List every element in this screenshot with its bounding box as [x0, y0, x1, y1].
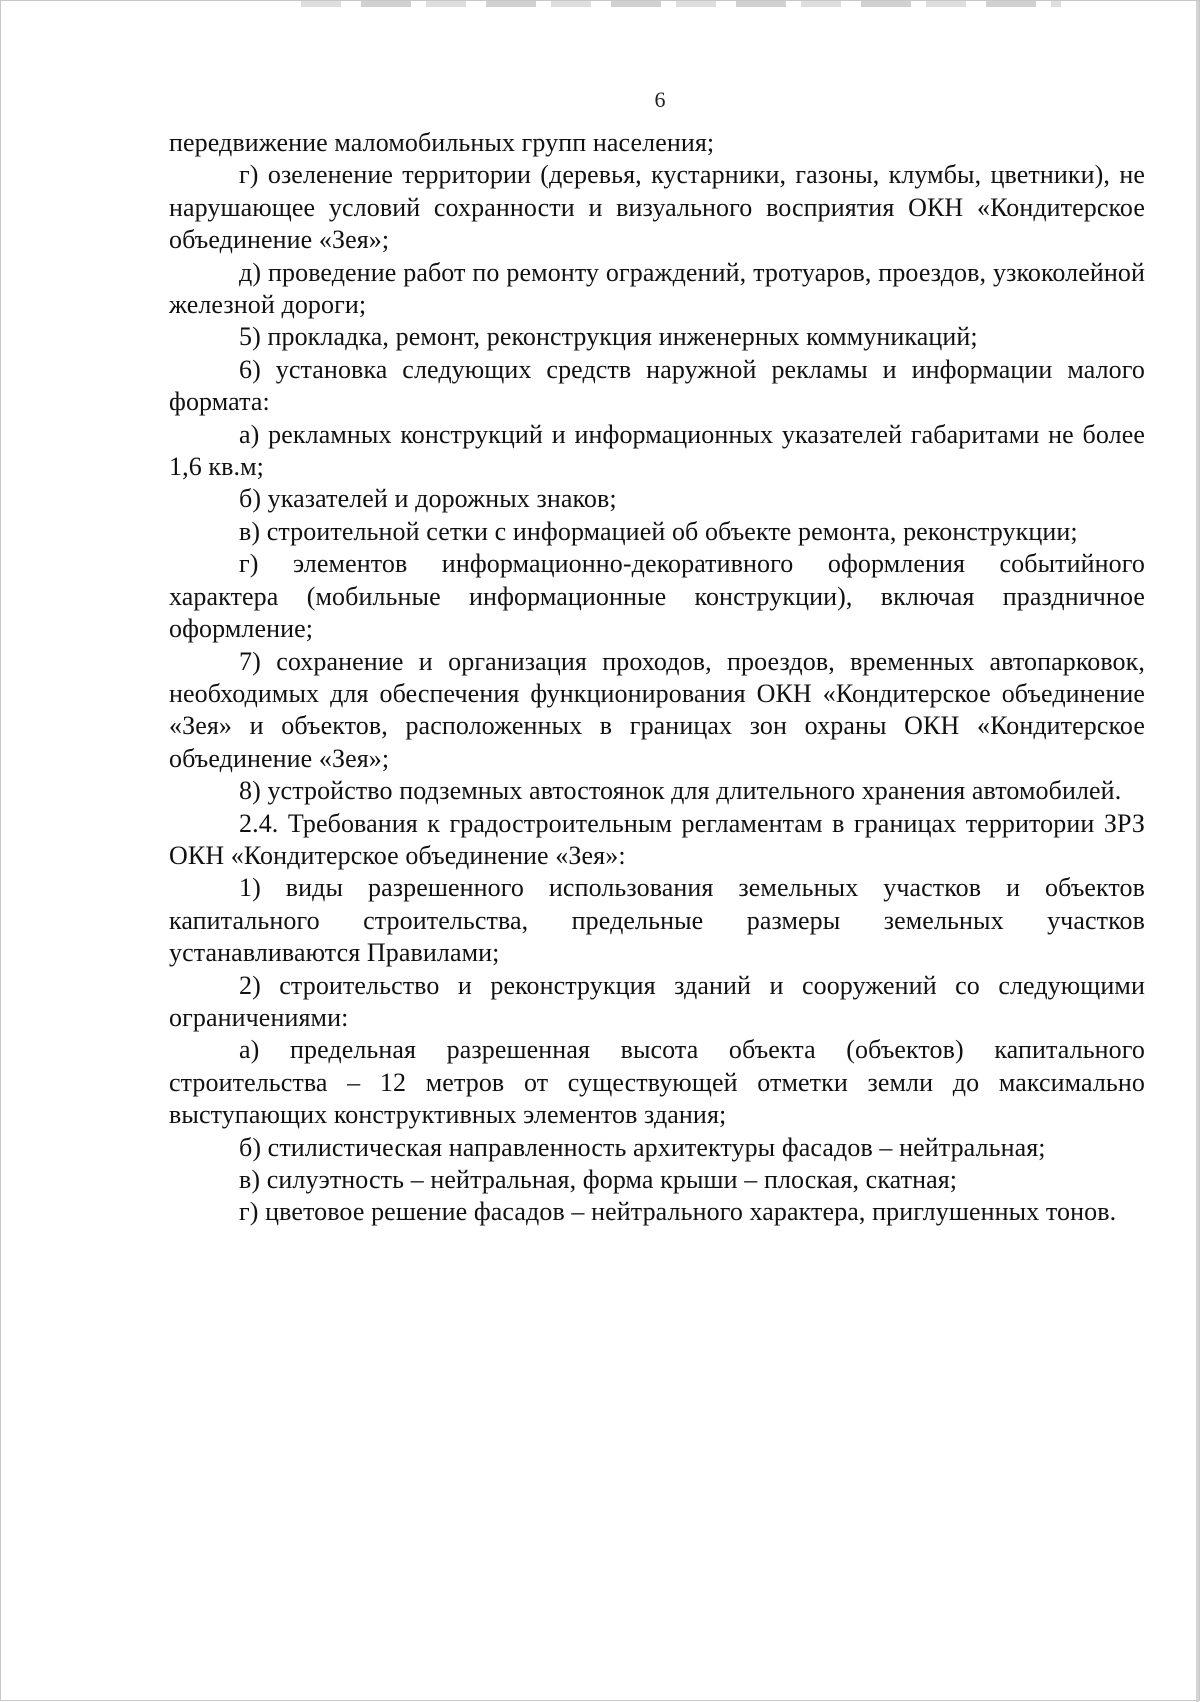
paragraph: г) озеленение территории (деревья, кустарники, газоны, клумбы, цветники), не нарушающее условий сохранности и визуального восприятия ОКН «Кондитерское объединение «Зея»; [169, 160, 1145, 255]
paragraph: передвижение маломобильных групп населения; [169, 128, 715, 157]
paragraph: д) проведение работ по ремонту ограждений, тротуаров, проездов, узкоколейной железной дороги; [169, 257, 1145, 320]
paragraph: в) строительной сетки с информацией об объекте ремонта, реконструкции; [239, 516, 1078, 546]
scan-edge-artifact [301, 1, 1061, 7]
section-heading: 2.4. Требования к градостроительным регламентам в границах территории ЗРЗ ОКН «Кондитерское объединение «Зея»: [169, 808, 1145, 870]
paragraph: 7) сохранение и организация проходов, проездов, временных автопарковок, необходимых для обеспечения функционирования ОКН «Кондитерское объединение «Зея» и объектов, расположенных в границах зон охраны ОКН «Кондитерское объединение «Зея»; [169, 646, 1145, 773]
paragraph: 8) устройство подземных автостоянок для длительного хранения автомобилей. [239, 776, 1122, 806]
paragraph: 1) виды разрешенного использования земельных участков и объектов капитального строительства, предельные размеры земельных участков устанавливаются Правилами; [169, 873, 1145, 968]
paragraph: г) элементов информационно-декоративного оформления событийного характера (мобильные информационные конструкции), включая праздничное оформление; [169, 549, 1145, 644]
paragraph: б) указателей и дорожных знаков; [239, 484, 617, 514]
page-number: 6 [654, 87, 666, 112]
paragraph: 6) установка следующих средств наружной рекламы и информации малого формата: [169, 354, 1145, 417]
paragraph: а) рекламных конструкций и информационных указателей габаритами не более 1,6 кв.м; [169, 419, 1145, 482]
paragraph: г) цветовое решение фасадов – нейтрального характера, приглушенных тонов. [239, 1197, 1117, 1227]
scan-edge-artifact [1196, 1, 1199, 1702]
paragraph: 2) строительство и реконструкция зданий и сооружений со следующими ограничениями: [169, 970, 1145, 1032]
paragraph: в) силуэтность – нейтральная, форма крыши – плоская, скатная; [239, 1165, 958, 1194]
document-body [169, 127, 1145, 1229]
paragraph: а) предельная разрешенная высота объекта (объектов) капитального строительства – 12 метров от существующей отметки земли до максимально выступающих конструктивных элементов здания; [169, 1035, 1145, 1130]
paragraph: 5) прокладка, ремонт, реконструкция инженерных коммуникаций; [239, 322, 978, 352]
paragraph: б) стилистическая направленность архитектуры фасадов – нейтральная; [239, 1132, 1046, 1162]
